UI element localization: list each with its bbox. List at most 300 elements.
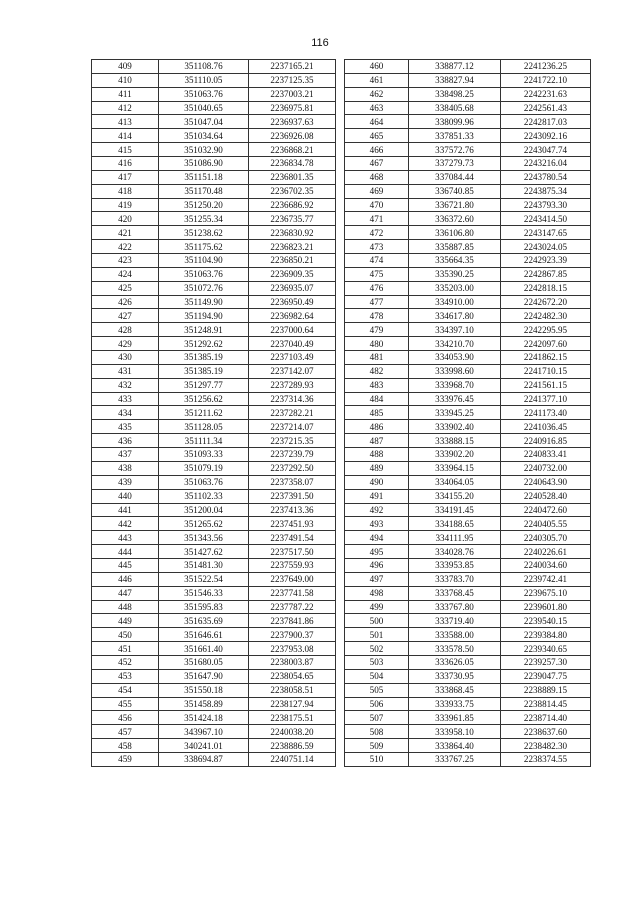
table-row	[92, 669, 336, 683]
point-number-cell: 459	[92, 752, 159, 766]
point-number-cell: 428	[92, 323, 159, 337]
x-coordinate-cell: 351200.04	[159, 503, 249, 517]
x-coordinate-cell: 340241.01	[159, 739, 249, 753]
x-coordinate-cell: 338498.25	[409, 87, 501, 101]
y-coordinate-cell: 2238374.55	[501, 752, 591, 766]
point-number-cell: 492	[345, 503, 409, 517]
point-number-cell: 424	[92, 267, 159, 281]
point-number-cell: 470	[345, 198, 409, 212]
x-coordinate-cell: 337851.33	[409, 129, 501, 143]
y-coordinate-cell: 2237003.21	[249, 87, 336, 101]
y-coordinate-cell: 2242482.30	[501, 309, 591, 323]
y-coordinate-cell: 2236950.49	[249, 295, 336, 309]
point-number-cell: 438	[92, 461, 159, 475]
point-number-cell: 461	[345, 73, 409, 87]
point-number-cell: 409	[92, 60, 159, 74]
y-coordinate-cell: 2241722.10	[501, 73, 591, 87]
point-number-cell: 445	[92, 558, 159, 572]
x-coordinate-cell: 351661.40	[159, 642, 249, 656]
x-coordinate-cell: 343967.10	[159, 725, 249, 739]
point-number-cell: 510	[345, 752, 409, 766]
table-row	[92, 226, 336, 240]
table-row	[345, 475, 591, 489]
y-coordinate-cell: 2240226.61	[501, 545, 591, 559]
y-coordinate-cell: 2237040.49	[249, 337, 336, 351]
point-number-cell: 472	[345, 226, 409, 240]
x-coordinate-cell: 351546.33	[159, 586, 249, 600]
x-coordinate-cell: 351385.19	[159, 351, 249, 365]
x-coordinate-cell: 351072.76	[159, 281, 249, 295]
y-coordinate-cell: 2241561.15	[501, 378, 591, 392]
x-coordinate-cell: 333719.40	[409, 614, 501, 628]
y-coordinate-cell: 2240305.70	[501, 531, 591, 545]
x-coordinate-cell: 351194.90	[159, 309, 249, 323]
point-number-cell: 460	[345, 60, 409, 74]
y-coordinate-cell: 2243024.05	[501, 240, 591, 254]
x-coordinate-cell: 351550.18	[159, 683, 249, 697]
x-coordinate-cell: 333768.45	[409, 586, 501, 600]
table-row	[92, 489, 336, 503]
x-coordinate-cell: 351093.33	[159, 448, 249, 462]
point-number-cell: 458	[92, 739, 159, 753]
x-coordinate-cell: 333730.95	[409, 669, 501, 683]
table-row	[92, 517, 336, 531]
x-coordinate-cell: 351111.34	[159, 434, 249, 448]
point-number-cell: 509	[345, 739, 409, 753]
x-coordinate-cell: 351680.05	[159, 655, 249, 669]
point-number-cell: 489	[345, 461, 409, 475]
y-coordinate-cell: 2236926.08	[249, 129, 336, 143]
point-number-cell: 419	[92, 198, 159, 212]
y-coordinate-cell: 2241862.15	[501, 351, 591, 365]
y-coordinate-cell: 2236975.81	[249, 101, 336, 115]
x-coordinate-cell: 351458.89	[159, 697, 249, 711]
table-row	[92, 572, 336, 586]
table-row	[345, 600, 591, 614]
point-number-cell: 435	[92, 420, 159, 434]
point-number-cell: 491	[345, 489, 409, 503]
y-coordinate-cell: 2242295.95	[501, 323, 591, 337]
y-coordinate-cell: 2243216.04	[501, 157, 591, 171]
x-coordinate-cell: 351108.76	[159, 60, 249, 74]
x-coordinate-cell: 333953.85	[409, 558, 501, 572]
x-coordinate-cell: 336740.85	[409, 184, 501, 198]
y-coordinate-cell: 2237000.64	[249, 323, 336, 337]
y-coordinate-cell: 2237517.50	[249, 545, 336, 559]
x-coordinate-cell: 333864.40	[409, 739, 501, 753]
point-number-cell: 481	[345, 351, 409, 365]
x-coordinate-cell: 334910.00	[409, 295, 501, 309]
point-number-cell: 425	[92, 281, 159, 295]
x-coordinate-cell: 351104.90	[159, 254, 249, 268]
table-row	[92, 683, 336, 697]
x-coordinate-cell: 351086.90	[159, 157, 249, 171]
table-row	[92, 600, 336, 614]
table-row	[345, 170, 591, 184]
table-row	[92, 309, 336, 323]
point-number-cell: 451	[92, 642, 159, 656]
table-row	[92, 614, 336, 628]
x-coordinate-cell: 351424.18	[159, 711, 249, 725]
y-coordinate-cell: 2240034.60	[501, 558, 591, 572]
table-row	[92, 461, 336, 475]
y-coordinate-cell: 2239047.75	[501, 669, 591, 683]
point-number-cell: 410	[92, 73, 159, 87]
y-coordinate-cell: 2236850.21	[249, 254, 336, 268]
table-row	[345, 461, 591, 475]
x-coordinate-cell: 333626.05	[409, 655, 501, 669]
table-row	[92, 267, 336, 281]
table-row	[345, 669, 591, 683]
point-number-cell: 430	[92, 351, 159, 365]
y-coordinate-cell: 2239384.80	[501, 628, 591, 642]
point-number-cell: 452	[92, 655, 159, 669]
x-coordinate-cell: 351646.61	[159, 628, 249, 642]
x-coordinate-cell: 351595.83	[159, 600, 249, 614]
y-coordinate-cell: 2243047.74	[501, 143, 591, 157]
table-row	[345, 323, 591, 337]
table-row	[345, 420, 591, 434]
x-coordinate-cell: 334155.20	[409, 489, 501, 503]
point-number-cell: 423	[92, 254, 159, 268]
point-number-cell: 455	[92, 697, 159, 711]
x-coordinate-cell: 351255.34	[159, 212, 249, 226]
y-coordinate-cell: 2240038.20	[249, 725, 336, 739]
y-coordinate-cell: 2238886.59	[249, 739, 336, 753]
x-coordinate-cell: 351079.19	[159, 461, 249, 475]
x-coordinate-cell: 333767.80	[409, 600, 501, 614]
table-row	[345, 558, 591, 572]
table-row	[92, 323, 336, 337]
y-coordinate-cell: 2237282.21	[249, 406, 336, 420]
table-row	[92, 434, 336, 448]
point-number-cell: 418	[92, 184, 159, 198]
point-number-cell: 414	[92, 129, 159, 143]
x-coordinate-cell: 351647.90	[159, 669, 249, 683]
point-number-cell: 433	[92, 392, 159, 406]
table-row	[92, 655, 336, 669]
point-number-cell: 450	[92, 628, 159, 642]
y-coordinate-cell: 2238175.51	[249, 711, 336, 725]
table-row	[345, 309, 591, 323]
y-coordinate-cell: 2240405.55	[501, 517, 591, 531]
x-coordinate-cell: 351063.76	[159, 475, 249, 489]
x-coordinate-cell: 334188.65	[409, 517, 501, 531]
point-number-cell: 436	[92, 434, 159, 448]
table-row	[92, 295, 336, 309]
y-coordinate-cell: 2242561.43	[501, 101, 591, 115]
x-coordinate-cell: 351265.62	[159, 517, 249, 531]
x-coordinate-cell: 333767.25	[409, 752, 501, 766]
y-coordinate-cell: 2241036.45	[501, 420, 591, 434]
point-number-cell: 504	[345, 669, 409, 683]
table-row	[92, 281, 336, 295]
table-row	[92, 184, 336, 198]
x-coordinate-cell: 334191.45	[409, 503, 501, 517]
point-number-cell: 443	[92, 531, 159, 545]
point-number-cell: 464	[345, 115, 409, 129]
x-coordinate-cell: 334064.05	[409, 475, 501, 489]
y-coordinate-cell: 2237841.86	[249, 614, 336, 628]
x-coordinate-cell: 337279.73	[409, 157, 501, 171]
y-coordinate-cell: 2239340.65	[501, 642, 591, 656]
table-row	[92, 531, 336, 545]
y-coordinate-cell: 2237451.93	[249, 517, 336, 531]
table-row	[345, 628, 591, 642]
point-number-cell: 426	[92, 295, 159, 309]
y-coordinate-cell: 2237649.00	[249, 572, 336, 586]
point-number-cell: 485	[345, 406, 409, 420]
y-coordinate-cell: 2237165.21	[249, 60, 336, 74]
table-row	[345, 517, 591, 531]
y-coordinate-cell: 2236735.77	[249, 212, 336, 226]
x-coordinate-cell: 351238.62	[159, 226, 249, 240]
table-row	[92, 558, 336, 572]
x-coordinate-cell: 333868.45	[409, 683, 501, 697]
y-coordinate-cell: 2236834.78	[249, 157, 336, 171]
y-coordinate-cell: 2237125.35	[249, 73, 336, 87]
point-number-cell: 500	[345, 614, 409, 628]
table-row	[92, 73, 336, 87]
x-coordinate-cell: 351063.76	[159, 267, 249, 281]
x-coordinate-cell: 351248.91	[159, 323, 249, 337]
point-number-cell: 495	[345, 545, 409, 559]
table-row	[345, 586, 591, 600]
y-coordinate-cell: 2241236.25	[501, 60, 591, 74]
point-number-cell: 431	[92, 364, 159, 378]
point-number-cell: 467	[345, 157, 409, 171]
point-number-cell: 468	[345, 170, 409, 184]
y-coordinate-cell: 2238637.60	[501, 725, 591, 739]
table-row	[92, 337, 336, 351]
y-coordinate-cell: 2238127.94	[249, 697, 336, 711]
table-row	[92, 240, 336, 254]
y-coordinate-cell: 2243793.30	[501, 198, 591, 212]
point-number-cell: 413	[92, 115, 159, 129]
table-row	[345, 392, 591, 406]
x-coordinate-cell: 335664.35	[409, 254, 501, 268]
table-row	[345, 489, 591, 503]
table-row	[345, 337, 591, 351]
y-coordinate-cell: 2238058.51	[249, 683, 336, 697]
y-coordinate-cell: 2237289.93	[249, 378, 336, 392]
y-coordinate-cell: 2238714.40	[501, 711, 591, 725]
table-row	[92, 725, 336, 739]
point-number-cell: 441	[92, 503, 159, 517]
point-number-cell: 486	[345, 420, 409, 434]
y-coordinate-cell: 2237215.35	[249, 434, 336, 448]
table-row	[92, 503, 336, 517]
table-row	[345, 711, 591, 725]
x-coordinate-cell: 351040.65	[159, 101, 249, 115]
x-coordinate-cell: 351102.33	[159, 489, 249, 503]
y-coordinate-cell: 2240833.41	[501, 448, 591, 462]
x-coordinate-cell: 333968.70	[409, 378, 501, 392]
y-coordinate-cell: 2240472.60	[501, 503, 591, 517]
x-coordinate-cell: 351149.90	[159, 295, 249, 309]
point-number-cell: 429	[92, 337, 159, 351]
point-number-cell: 439	[92, 475, 159, 489]
y-coordinate-cell: 2239675.10	[501, 586, 591, 600]
point-number-cell: 420	[92, 212, 159, 226]
table-row	[92, 697, 336, 711]
point-number-cell: 411	[92, 87, 159, 101]
x-coordinate-cell: 338827.94	[409, 73, 501, 87]
x-coordinate-cell: 351175.62	[159, 240, 249, 254]
point-number-cell: 490	[345, 475, 409, 489]
point-number-cell: 434	[92, 406, 159, 420]
table-row	[92, 711, 336, 725]
x-coordinate-cell: 333888.15	[409, 434, 501, 448]
table-row	[345, 226, 591, 240]
x-coordinate-cell: 351128.05	[159, 420, 249, 434]
point-number-cell: 497	[345, 572, 409, 586]
x-coordinate-cell: 334397.10	[409, 323, 501, 337]
table-row	[345, 697, 591, 711]
y-coordinate-cell: 2237559.93	[249, 558, 336, 572]
y-coordinate-cell: 2236686.92	[249, 198, 336, 212]
point-number-cell: 483	[345, 378, 409, 392]
y-coordinate-cell: 2240528.40	[501, 489, 591, 503]
point-number-cell: 440	[92, 489, 159, 503]
y-coordinate-cell: 2236935.07	[249, 281, 336, 295]
y-coordinate-cell: 2243414.50	[501, 212, 591, 226]
point-number-cell: 412	[92, 101, 159, 115]
table-row	[92, 254, 336, 268]
x-coordinate-cell: 333902.20	[409, 448, 501, 462]
table-row	[92, 378, 336, 392]
table-row	[345, 683, 591, 697]
x-coordinate-cell: 333976.45	[409, 392, 501, 406]
table-row	[92, 642, 336, 656]
point-number-cell: 427	[92, 309, 159, 323]
table-row	[345, 101, 591, 115]
y-coordinate-cell: 2242672.20	[501, 295, 591, 309]
y-coordinate-cell: 2237103.49	[249, 351, 336, 365]
point-number-cell: 448	[92, 600, 159, 614]
point-number-cell: 498	[345, 586, 409, 600]
x-coordinate-cell: 351427.62	[159, 545, 249, 559]
x-coordinate-cell: 334053.90	[409, 351, 501, 365]
table-row	[345, 378, 591, 392]
y-coordinate-cell: 2237214.07	[249, 420, 336, 434]
y-coordinate-cell: 2242231.63	[501, 87, 591, 101]
y-coordinate-cell: 2238054.65	[249, 669, 336, 683]
page-number: 116	[311, 37, 329, 49]
point-number-cell: 487	[345, 434, 409, 448]
x-coordinate-cell: 334617.80	[409, 309, 501, 323]
table-row	[92, 420, 336, 434]
point-number-cell: 457	[92, 725, 159, 739]
point-number-cell: 508	[345, 725, 409, 739]
table-row	[345, 642, 591, 656]
x-coordinate-cell: 333902.40	[409, 420, 501, 434]
point-number-cell: 475	[345, 267, 409, 281]
x-coordinate-cell: 351110.05	[159, 73, 249, 87]
table-row	[345, 725, 591, 739]
x-coordinate-cell: 336372.60	[409, 212, 501, 226]
y-coordinate-cell: 2236823.21	[249, 240, 336, 254]
table-row	[92, 212, 336, 226]
point-number-cell: 505	[345, 683, 409, 697]
point-number-cell: 466	[345, 143, 409, 157]
x-coordinate-cell: 333945.25	[409, 406, 501, 420]
x-coordinate-cell: 334111.95	[409, 531, 501, 545]
table-row	[345, 364, 591, 378]
y-coordinate-cell: 2236702.35	[249, 184, 336, 198]
y-coordinate-cell: 2237741.58	[249, 586, 336, 600]
y-coordinate-cell: 2236868.21	[249, 143, 336, 157]
table-row	[345, 87, 591, 101]
y-coordinate-cell: 2239257.30	[501, 655, 591, 669]
y-coordinate-cell: 2239601.80	[501, 600, 591, 614]
point-number-cell: 480	[345, 337, 409, 351]
point-number-cell: 421	[92, 226, 159, 240]
point-number-cell: 447	[92, 586, 159, 600]
x-coordinate-cell: 333588.00	[409, 628, 501, 642]
table-row	[92, 60, 336, 74]
y-coordinate-cell: 2239742.41	[501, 572, 591, 586]
point-number-cell: 493	[345, 517, 409, 531]
table-row	[92, 752, 336, 766]
y-coordinate-cell: 2241710.15	[501, 364, 591, 378]
y-coordinate-cell: 2240751.14	[249, 752, 336, 766]
x-coordinate-cell: 333933.75	[409, 697, 501, 711]
table-row	[92, 170, 336, 184]
table-row	[92, 364, 336, 378]
y-coordinate-cell: 2238482.30	[501, 739, 591, 753]
point-number-cell: 482	[345, 364, 409, 378]
x-coordinate-cell: 351481.30	[159, 558, 249, 572]
y-coordinate-cell: 2242923.39	[501, 254, 591, 268]
point-number-cell: 506	[345, 697, 409, 711]
point-number-cell: 437	[92, 448, 159, 462]
y-coordinate-cell: 2237391.50	[249, 489, 336, 503]
x-coordinate-cell: 334028.76	[409, 545, 501, 559]
table-row	[92, 129, 336, 143]
y-coordinate-cell: 2236830.92	[249, 226, 336, 240]
x-coordinate-cell: 335390.25	[409, 267, 501, 281]
table-row	[345, 752, 591, 766]
y-coordinate-cell: 2236937.63	[249, 115, 336, 129]
y-coordinate-cell: 2243780.54	[501, 170, 591, 184]
point-number-cell: 488	[345, 448, 409, 462]
point-number-cell: 496	[345, 558, 409, 572]
y-coordinate-cell: 2237142.07	[249, 364, 336, 378]
table-row	[345, 545, 591, 559]
table-row	[345, 572, 591, 586]
y-coordinate-cell: 2243092.16	[501, 129, 591, 143]
x-coordinate-cell: 335887.85	[409, 240, 501, 254]
x-coordinate-cell: 338694.87	[159, 752, 249, 766]
y-coordinate-cell: 2243147.65	[501, 226, 591, 240]
point-number-cell: 415	[92, 143, 159, 157]
point-number-cell: 453	[92, 669, 159, 683]
y-coordinate-cell: 2242097.60	[501, 337, 591, 351]
point-number-cell: 477	[345, 295, 409, 309]
table-row	[92, 351, 336, 365]
y-coordinate-cell: 2237491.54	[249, 531, 336, 545]
point-number-cell: 484	[345, 392, 409, 406]
point-number-cell: 432	[92, 378, 159, 392]
x-coordinate-cell: 336106.80	[409, 226, 501, 240]
point-number-cell: 499	[345, 600, 409, 614]
table-row	[345, 295, 591, 309]
y-coordinate-cell: 2237358.07	[249, 475, 336, 489]
y-coordinate-cell: 2237787.22	[249, 600, 336, 614]
x-coordinate-cell: 351034.64	[159, 129, 249, 143]
point-number-cell: 463	[345, 101, 409, 115]
